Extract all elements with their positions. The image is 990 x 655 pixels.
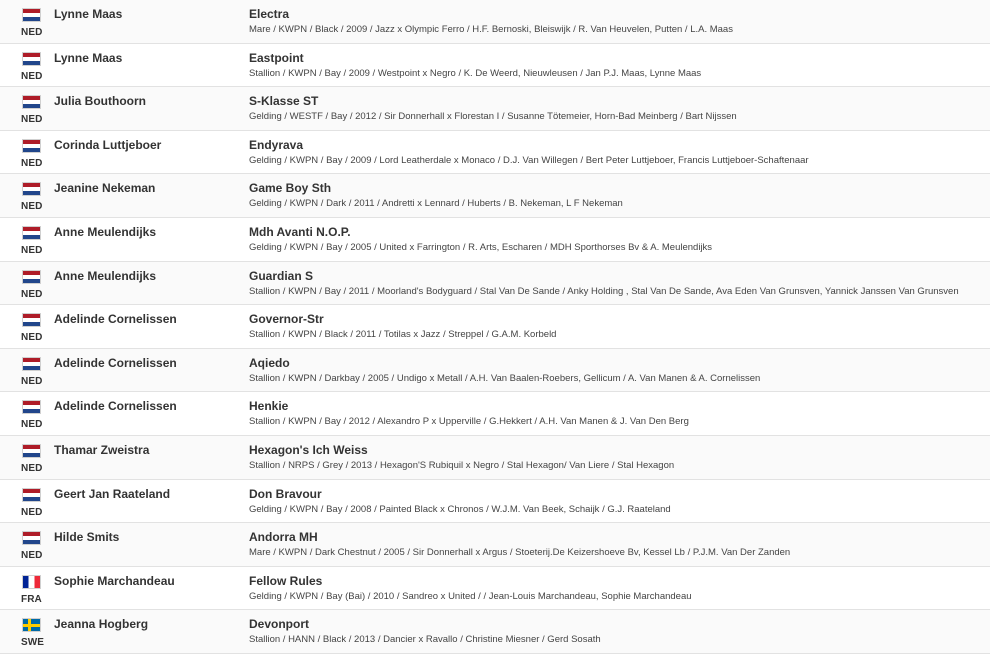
horse-details: Gelding / KWPN / Bay / 2009 / Lord Leatherdale x Monaco / D.J. Van Willegen / Bert Peter Luttjeboer, Francis Luttjeboer-Schaftenaar bbox=[249, 154, 809, 166]
table-row[interactable] bbox=[0, 131, 990, 175]
table-row[interactable] bbox=[0, 174, 990, 218]
rider-name[interactable]: Lynne Maas bbox=[54, 7, 123, 21]
rider-name[interactable]: Thamar Zweistra bbox=[54, 442, 150, 457]
flag-icon bbox=[22, 618, 41, 632]
horse-name[interactable]: Mdh Avanti N.O.P. bbox=[249, 224, 351, 239]
flag-icon bbox=[22, 531, 41, 545]
flag-icon bbox=[22, 226, 41, 240]
horse-name[interactable]: Aqiedo bbox=[249, 355, 290, 370]
flag-icon bbox=[22, 52, 41, 66]
flag-icon bbox=[22, 95, 41, 109]
flag-icon bbox=[22, 8, 41, 22]
horse-name[interactable]: Endyrava bbox=[249, 137, 304, 152]
nation-code: NED bbox=[21, 462, 43, 474]
horse-details: Stallion / KWPN / Bay / 2012 / Alexandro P x Upperville / G.Hekkert / A.H. Van Manen & J. Van Den Berg bbox=[249, 416, 689, 428]
horse-details: Mare / KWPN / Dark Chestnut / 2005 / Sir Donnerhall x Argus / Stoeterij.De Keizershoeve Bv, Kessel Lb / P.J.M. Van Der Zanden bbox=[249, 547, 791, 559]
nation-code: NED bbox=[21, 70, 43, 82]
horse-name[interactable]: Andorra MH bbox=[249, 530, 318, 545]
horse-name[interactable]: Fellow Rules bbox=[249, 573, 323, 588]
nation-code: NED bbox=[21, 244, 43, 256]
horse-details: Stallion / HANN / Black / 2013 / Dancier x Ravallo / Christine Miesner / Gerd Sosath bbox=[249, 634, 601, 646]
nation-code: NED bbox=[21, 550, 43, 562]
horse-name[interactable]: S-Klasse ST bbox=[249, 94, 319, 109]
table-row[interactable] bbox=[0, 305, 990, 349]
rider-name[interactable]: Hilde Smits bbox=[54, 530, 120, 545]
table-row[interactable] bbox=[0, 567, 990, 611]
horse-details: Gelding / WESTF / Bay / 2012 / Sir Donnerhall x Florestan I / Susanne Tötemeier, Horn-Bad Meinberg / Bart Nijssen bbox=[249, 111, 737, 123]
rider-name[interactable]: Lynne Maas bbox=[54, 50, 123, 65]
table-row[interactable] bbox=[0, 44, 990, 88]
table-row[interactable] bbox=[0, 0, 990, 44]
horse-details: Stallion / KWPN / Darkbay / 2005 / Undigo x Metall / A.H. Van Baalen-Roebers, Gellicum / A. Van Manen & A. Cornelissen bbox=[249, 372, 761, 384]
horse-details: Stallion / KWPN / Bay / 2011 / Moorland's Bodyguard / Stal Van De Sande / Anky Holding , Stal Van De Sande, Ava Eden Van Grunsven, Yannick Janssen Van Grunsven bbox=[249, 285, 959, 297]
table-row[interactable] bbox=[0, 392, 990, 436]
horse-name[interactable]: Game Boy Sth bbox=[249, 181, 332, 196]
table-row[interactable] bbox=[0, 480, 990, 524]
horse-name[interactable]: Eastpoint bbox=[249, 50, 304, 65]
flag-icon bbox=[22, 270, 41, 284]
nation-code: NED bbox=[21, 201, 43, 213]
rider-name[interactable]: Geert Jan Raateland bbox=[54, 486, 171, 501]
rider-name[interactable]: Corinda Luttjeboer bbox=[54, 137, 162, 152]
flag-icon bbox=[22, 575, 41, 589]
horse-name[interactable]: Devonport bbox=[249, 617, 309, 632]
flag-icon bbox=[22, 357, 41, 371]
horse-name[interactable]: Hexagon's Ich Weiss bbox=[249, 442, 368, 457]
nation-code: SWE bbox=[21, 637, 45, 649]
table-row[interactable] bbox=[0, 349, 990, 393]
nation-code: NED bbox=[21, 375, 43, 387]
nation-code: NED bbox=[21, 288, 43, 300]
table-row[interactable] bbox=[0, 218, 990, 262]
rider-name[interactable]: Julia Bouthoorn bbox=[54, 94, 146, 109]
flag-icon bbox=[22, 488, 41, 502]
nation-code: NED bbox=[21, 506, 43, 518]
nation-code: NED bbox=[21, 114, 43, 126]
horse-details: Gelding / KWPN / Bay (Bai) / 2010 / Sandreo x United / / Jean-Louis Marchandeau, Sophie Marchandeau bbox=[249, 590, 692, 602]
horse-details: Stallion / KWPN / Black / 2011 / Totilas x Jazz / Streppel / G.A.M. Korbeld bbox=[249, 329, 557, 341]
horse-details: Gelding / KWPN / Bay / 2005 / United x Farrington / R. Arts, Escharen / MDH Sporthorses Bv & A. Meulendijks bbox=[249, 241, 713, 253]
horse-details: Mare / KWPN / Black / 2009 / Jazz x Olympic Ferro / H.F. Bernoski, Bleiswijk / R. Van Heuvelen, Putten / L.A. Maas bbox=[249, 24, 733, 35]
table-row[interactable] bbox=[0, 262, 990, 306]
rider-name[interactable]: Sophie Marchandeau bbox=[54, 573, 175, 588]
rider-name[interactable]: Jeanna Hogberg bbox=[54, 617, 149, 632]
table-row[interactable] bbox=[0, 87, 990, 131]
rider-name[interactable]: Anne Meulendijks bbox=[54, 268, 157, 283]
horse-name[interactable]: Guardian S bbox=[249, 268, 314, 283]
horse-details: Gelding / KWPN / Bay / 2008 / Painted Black x Chronos / W.J.M. Van Beek, Schaijk / G.J. Raateland bbox=[249, 503, 671, 515]
nation-code: FRA bbox=[21, 593, 42, 605]
rider-name[interactable]: Jeanine Nekeman bbox=[54, 181, 156, 196]
table-row[interactable] bbox=[0, 436, 990, 480]
table-row[interactable] bbox=[0, 610, 990, 654]
horse-name[interactable]: Governor-Str bbox=[249, 312, 324, 327]
flag-icon bbox=[22, 139, 41, 153]
horse-details: Gelding / KWPN / Dark / 2011 / Andretti x Lennard / Huberts / B. Nekeman, L F Nekeman bbox=[249, 198, 623, 210]
flag-icon bbox=[22, 182, 41, 196]
rider-name[interactable]: Anne Meulendijks bbox=[54, 224, 157, 239]
horse-name[interactable]: Electra bbox=[249, 7, 290, 21]
horse-details: Stallion / NRPS / Grey / 2013 / Hexagon'S Rubiquil x Negro / Stal Hexagon/ Van Liere / Stal Hexagon bbox=[249, 459, 675, 471]
flag-icon bbox=[22, 444, 41, 458]
nation-code: NED bbox=[21, 332, 43, 344]
flag-icon bbox=[22, 400, 41, 414]
horse-details: Stallion / KWPN / Bay / 2009 / Westpoint x Negro / K. De Weerd, Nieuwleusen / Jan P.J. Maas, Lynne Maas bbox=[249, 67, 702, 79]
table-row[interactable] bbox=[0, 523, 990, 567]
rider-name[interactable]: Adelinde Cornelissen bbox=[54, 355, 177, 370]
nation-code: NED bbox=[21, 419, 43, 431]
horse-name[interactable]: Don Bravour bbox=[249, 486, 322, 501]
rider-name[interactable]: Adelinde Cornelissen bbox=[54, 399, 177, 414]
horse-name[interactable]: Henkie bbox=[249, 399, 289, 414]
flag-icon bbox=[22, 313, 41, 327]
rider-name[interactable]: Adelinde Cornelissen bbox=[54, 312, 177, 327]
nation-code: NED bbox=[21, 157, 43, 169]
nation-code: NED bbox=[21, 27, 43, 38]
